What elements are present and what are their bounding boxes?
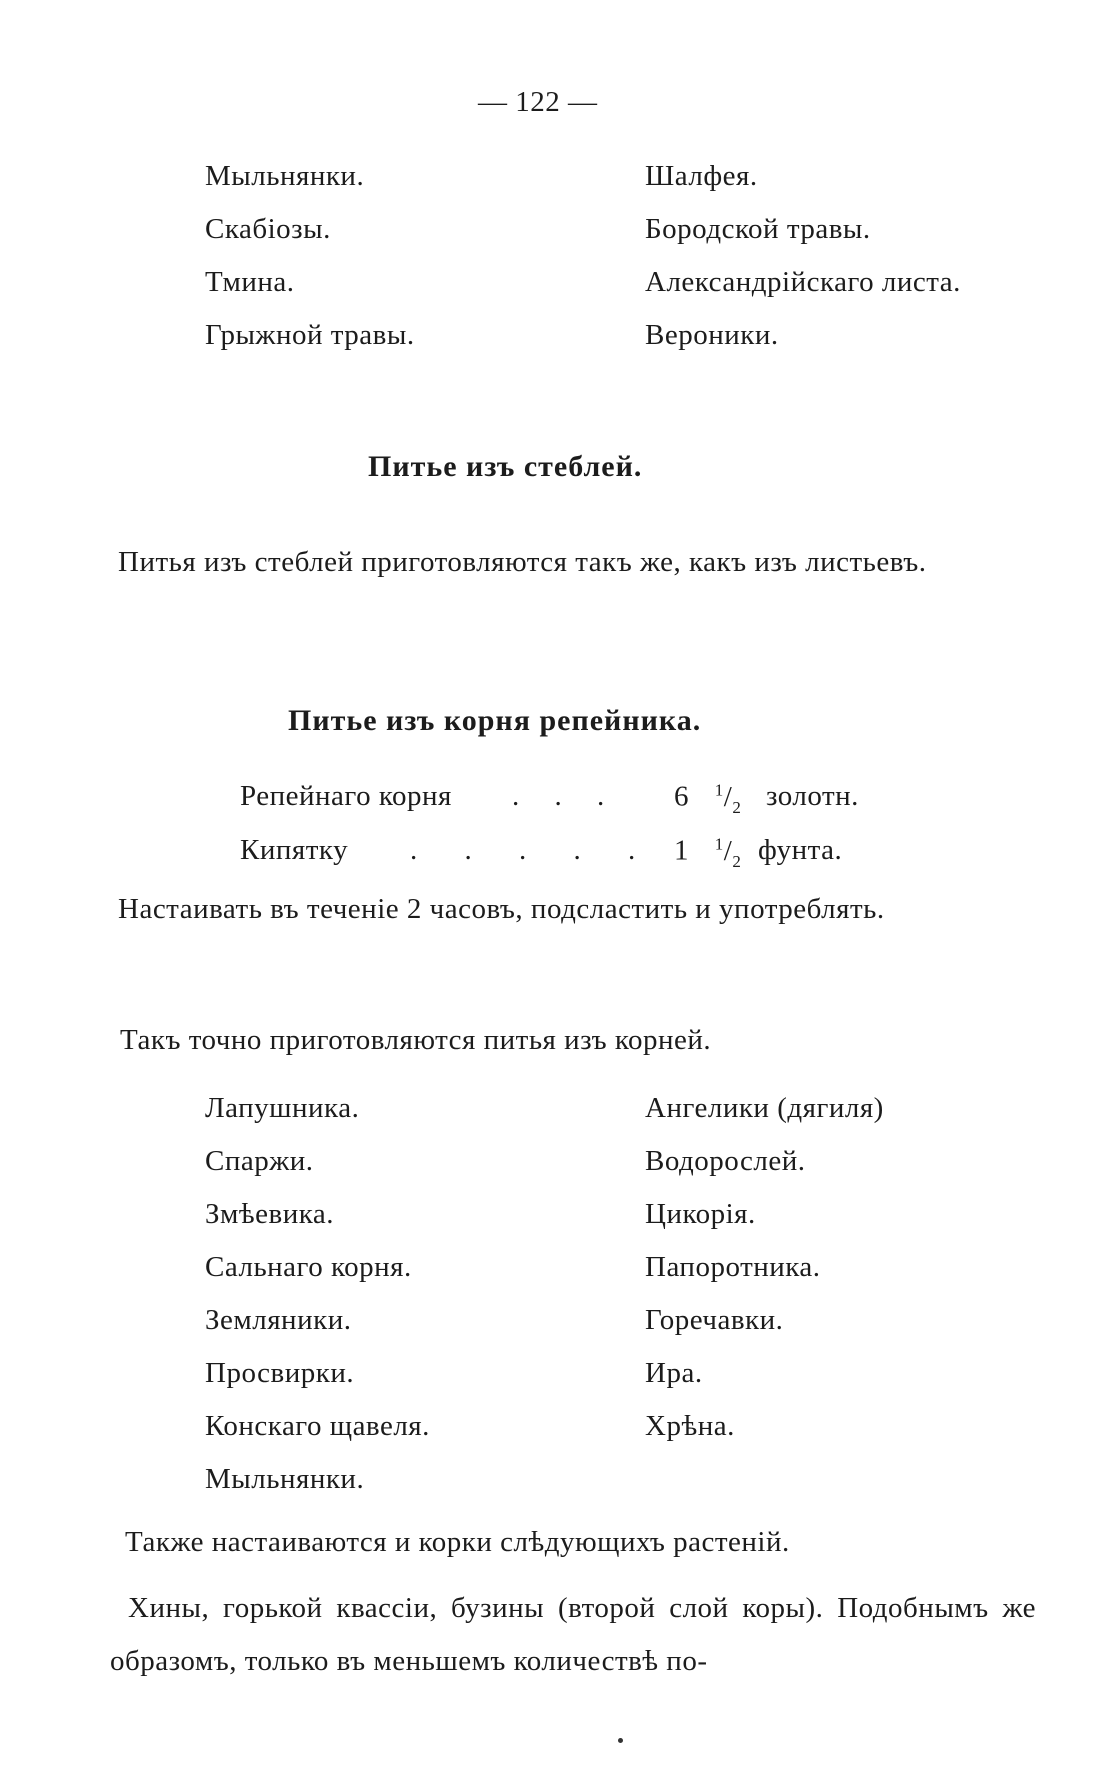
roots-list-right (645, 1082, 884, 1453)
list-item: Вероники. (645, 319, 779, 351)
list-item: Спаржи. (205, 1145, 314, 1177)
ingredient-name: Кипятку (240, 834, 349, 866)
list-item: Мыльнянки. (205, 160, 365, 192)
bark-paragraph: Хины, горькой квассіи, бузины (второй слой коры). Подобнымъ же образомъ, только въ меньшемъ количествѣ по- (110, 1592, 1036, 1677)
list-item: Хрѣна. (645, 1410, 735, 1442)
ingredient-dots: . . . (512, 780, 619, 812)
list-item: Просвирки. (205, 1357, 355, 1389)
list-item: Земляники. (205, 1304, 352, 1336)
stems-paragraph: Питья изъ стеблей приготовляются такъ же, какъ изъ листьевъ. (118, 546, 927, 578)
list-item: Папоротника. (645, 1251, 821, 1283)
list-item: Ангелики (дягиля) (645, 1092, 884, 1124)
page-number: — 122 — (478, 86, 598, 118)
list-item: Шалфея. (645, 160, 758, 192)
list-item: Мыльнянки. (205, 1463, 365, 1495)
list-item: Змѣевика. (205, 1198, 334, 1230)
amount-denominator: 2 (732, 797, 742, 817)
list-item: Ира. (645, 1357, 703, 1389)
list-item: Грыжной травы. (205, 319, 415, 351)
roots-list-left (205, 1082, 430, 1506)
print-speck (618, 1738, 623, 1743)
roots-intro: Такъ точно приготовляются питья изъ корней. (120, 1024, 712, 1056)
section-heading-stems: Питье изъ стеблей. (368, 450, 643, 483)
ingredient-amount: 6 $^1/_2$ (674, 780, 742, 817)
list-item: Тмина. (205, 266, 295, 298)
ingredient-unit: фунта. (758, 834, 843, 866)
ingredient-unit: золотн. (766, 780, 859, 812)
section-heading-burdock: Питье изъ корня репейника. (288, 704, 702, 737)
amount-whole: 1 (674, 834, 689, 867)
ingredient-name: Репейнаго корня (240, 780, 452, 812)
list-item: Бородской травы. (645, 213, 871, 245)
list-item: Горечавки. (645, 1304, 784, 1336)
list-item: Водорослей. (645, 1145, 806, 1177)
list-item: Скабіозы. (205, 213, 331, 245)
bark-intro: Также настаиваются и корки слѣдующихъ растеній. (125, 1526, 790, 1558)
amount-denominator: 2 (732, 851, 742, 871)
list-item: Александрійскаго листа. (645, 266, 961, 298)
leaves-list-right (645, 150, 961, 362)
ingredient-amount: 1 $^1/_2$ (674, 834, 742, 871)
amount-numerator: 1 (714, 834, 724, 853)
list-item: Цикорія. (645, 1198, 756, 1230)
ingredient-dots: . . . . . (410, 834, 656, 866)
list-item: Лапушника. (205, 1092, 360, 1124)
instruction-paragraph: Настаивать въ теченіе 2 часовъ, подсластить и употреблять. (118, 893, 885, 925)
amount-numerator: 1 (714, 780, 724, 799)
amount-whole: 6 (674, 780, 689, 813)
leaves-list-left (205, 150, 415, 362)
list-item: Конскаго щавеля. (205, 1410, 430, 1442)
list-item: Сальнаго корня. (205, 1251, 412, 1283)
